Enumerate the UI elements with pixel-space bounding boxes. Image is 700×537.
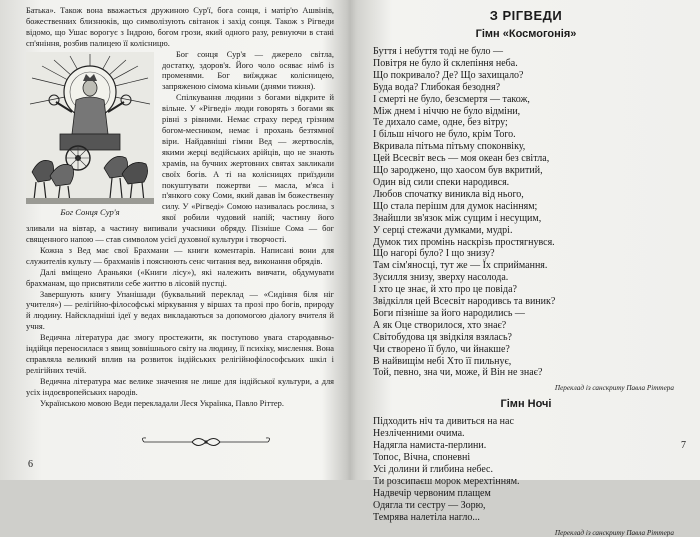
hymn-cosmogony-verse — [366, 46, 686, 379]
verse-line: Топос, Вічна, споневні — [373, 452, 471, 464]
hymn-night-verse — [366, 416, 686, 523]
surya-paragraph: Бог сонця Сур'я — джерело світла, достатку, здоров'я. Його чоло осяває німб із променями. Бог виїжджає колісницею, запряженою сімома кіньми (днями тижня). — [162, 49, 334, 92]
hymn-cosmogony-title: Гімн «Космогонія» — [475, 28, 577, 40]
verse-line: Цей Всесвіт весь — моя океан без світла, — [373, 153, 550, 165]
hymn-night-title: Гімн Ночі — [500, 398, 552, 411]
intro-paragraph: Батька». Також вона вважається дружиною Сур'ї, бога сонця, і матір'ю Ашвінів, божественних близнюків, що символізують світанок і захід сонця. Також з Рігведи відомо, що Ушас ворогує з Індрою, богом грози, який одного разу, ревнуючи в стані сп'яніння, розбив палицею її колісницю. — [26, 6, 334, 48]
verse-line: Що стала перішм для думок насінням; — [373, 200, 538, 212]
verse-line: Думок тих промінь наскрізь простягнувся. — [373, 236, 555, 248]
surya-illustration — [26, 52, 154, 204]
verse-line: Усі долини й глибина небес. — [373, 464, 493, 475]
section-title: З РІГВЕДИ — [489, 8, 563, 23]
verse-line: Незліченними очима. — [373, 428, 465, 440]
verse-line: Надягла намиста-перлини. — [373, 440, 487, 452]
verse-line: Ти розсипаєш морок мерехтінням. — [373, 475, 520, 487]
verse-line: Боги пізніше за його народились — — [373, 307, 525, 319]
brahmany-paragraph: Кожна з Вед має свої Брахмани — книги коментарів. Написані вони для служителів культу — брахманів і пояснюють сенс читання вед, виконання обрядів. — [26, 245, 334, 266]
verse-line: Буття і небуття тоді не було — — [373, 46, 504, 57]
philosophy-paragraph: Ведична література дає змогу простежити, як поступово увага стародавньоіндійця переносилася з явищ зовнішнього світу на людину, її психіку, мислення. Вона справляла великий вплив на розвиток індійських релігійнофілософських шкіл і релігійних течій. — [26, 333, 334, 375]
upanishady-paragraph: Завершують книгу Упанішади (буквальний переклад — «Сидіння біля ніг учителя») — релігійно-філософські міркування у віршах та прозі про богів, природу й людину. Найскладніші ідеї у ведах викладаються за допомогою діалогу вчителя й учня. — [26, 289, 334, 332]
gods-communication-paragraph: Спілкування людини з богами відкрите й вільне. У «Рігведі» люди говорять з богами як рівні з рівними. Немає страху перед грізним богом-месником, немає і прохань безтямної віри. Найдавніші гімни Вед — жертвослів, якими жерці ведійських арійців, що не знають храмів, на бучних жертовних святах закликали своїх богів. А ті на колісницях приїздили покуштувати пожертви — масла, м'яса і п'янкого соку Соми, який давав їм божественну силу. У «Рігведі» Сомою називалась рослина, з якої робили чудовий напій; частину його зливали на вівтар, а частину випивали учасники обряду. Пізніше Сома — бог священного напою — став символом усієї духовної культури і творчості. — [26, 93, 334, 245]
translators-paragraph: Українською мовою Веди перекладали Леся Українка, Павло Ріттер. — [40, 398, 284, 408]
verse-line: У серці стежачи думками, мудрі. — [373, 224, 513, 236]
illustration-block — [26, 52, 154, 217]
verse-line: І смерті не було, безсмертя — також, — [373, 93, 530, 105]
translator-note-2: Переклад із санскриту Павла Ріттера — [554, 528, 674, 537]
verse-line: Знайшли зв'язок між сущим і несущим, — [373, 212, 542, 224]
illustration-caption: Бог Сонця Сур'я — [60, 206, 120, 217]
verse-line: Звідкілля цей Всесвіт народивсь та виник? — [373, 296, 556, 308]
verse-line: Світобудова ця звідкіля взялась? — [373, 331, 512, 343]
significance-paragraph: Ведична література має велике значення не лише для індійської культури, а для усіх індоєвропейських народів. — [26, 376, 334, 397]
verse-line: Що зароджено, що хаосом був вкритий, — [373, 165, 543, 177]
verse-line: Один від сили спеки народився. — [373, 176, 510, 188]
verse-line: Темрява налетіла нагло... — [373, 511, 480, 523]
aranyaky-paragraph: Далі вміщено Араньяки («Книги лісу»), які належить вивчати, обдумувати брахманам, що присвятили себе життю в лісовій пустці. — [26, 267, 334, 288]
verse-line: Зусилля знизу, зверху насолода. — [373, 272, 509, 284]
right-page — [356, 0, 700, 537]
verse-line: Надвечір червоним плащем — [373, 487, 491, 499]
verse-line: І хто це знає, й хто про це повіда? — [373, 284, 517, 296]
left-page — [0, 0, 346, 480]
verse-line: Буда вода? Глибокая безодня? — [373, 81, 501, 93]
page-number-left: 6 — [28, 459, 33, 470]
verse-line: І більш нічого не було, крім Того. — [373, 129, 516, 141]
verse-line: Між днем і ніччю не було відміни, — [373, 105, 521, 117]
verse-line: Той, певно, зна чи, може, й Він не знає? — [373, 367, 543, 379]
verse-line: А як Оце створилося, хто знає? — [373, 319, 507, 331]
verse-line: В найвищім небі Хто її пильнує, — [373, 355, 512, 367]
verse-line: Вкривала пітьма пітьму споконвіку, — [373, 141, 526, 153]
verse-line: Те дихало саме, одне, без вітру; — [373, 117, 508, 129]
verse-line: Там сім'яносці, тут же — Їх сприймання. — [373, 260, 548, 272]
verse-line: Чи створено її було, чи йнакше? — [373, 343, 510, 355]
page-number-right: 7 — [681, 440, 686, 451]
decorative-ornament — [140, 435, 272, 449]
translator-note-1: Переклад із санскриту Павла Ріттера — [554, 384, 674, 393]
verse-line: Що покривало? Де? Що захищало? — [373, 69, 524, 81]
verse-line: Підходить ніч та дивиться на нас — [373, 416, 514, 428]
verse-line: Повітря не було й склепіння неба. — [373, 57, 518, 69]
verse-line: Що нагорі було? І що знизу? — [373, 248, 495, 260]
verse-line: Любов спочатку виникла від нього, — [373, 188, 524, 200]
verse-line: Одягла ти сестру — Зорю, — [373, 499, 486, 511]
